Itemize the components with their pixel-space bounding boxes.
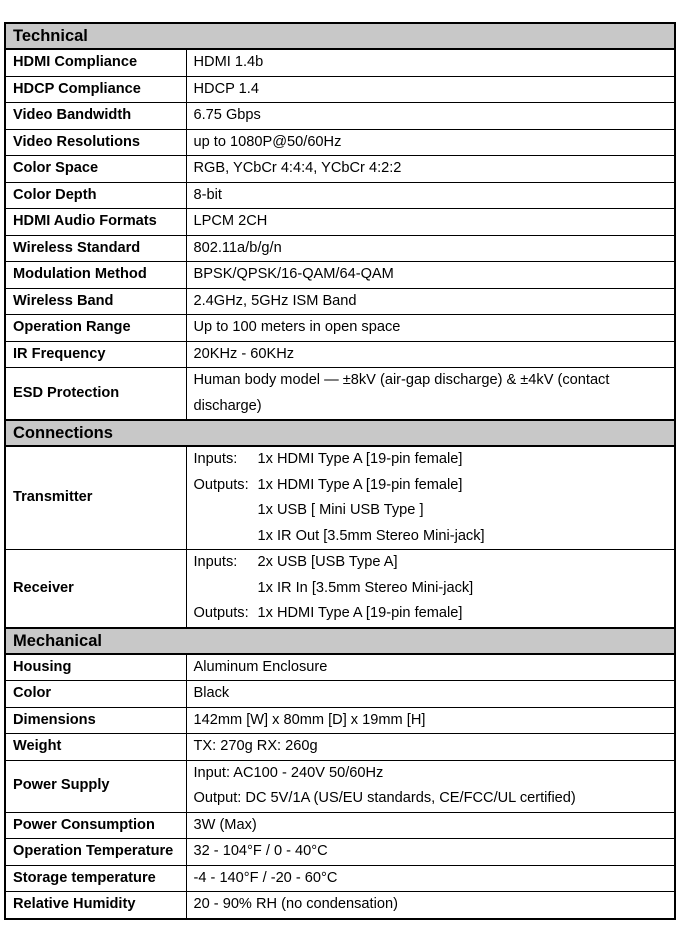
spec-row	[5, 129, 675, 156]
section-header	[5, 628, 675, 654]
spec-label: Wireless Band	[5, 288, 186, 315]
spec-line-text: 2x USB [USB Type A]	[257, 554, 398, 570]
spec-label: ESD Protection	[5, 368, 186, 421]
spec-line-text: 1x IR Out [3.5mm Stereo Mini-jack]	[257, 527, 485, 544]
spec-value: Black	[186, 681, 675, 708]
spec-value: up to 1080P@50/60Hz	[186, 129, 675, 156]
spec-row	[5, 550, 675, 628]
spec-label: HDCP Compliance	[5, 76, 186, 103]
spec-line-text: Output: DC 5V/1A (US/EU standards, CE/FCC/UL certified)	[193, 790, 576, 806]
section-title: Technical	[5, 23, 675, 49]
spec-row	[5, 839, 675, 866]
spec-row	[5, 446, 675, 550]
spec-line-lead: Inputs:	[193, 554, 238, 570]
spec-row	[5, 734, 675, 761]
spec-line-lead: Outputs:	[193, 476, 249, 493]
spec-label: Modulation Method	[5, 262, 186, 289]
spec-label: Video Bandwidth	[5, 103, 186, 130]
spec-value: TX: 270g RX: 260g	[186, 734, 675, 761]
spec-value: BPSK/QPSK/16-QAM/64-QAM	[186, 262, 675, 289]
spec-row	[5, 654, 675, 681]
spec-row	[5, 812, 675, 839]
spec-value: LPCM 2CH	[186, 209, 675, 236]
spec-value: Up to 100 meters in open space	[186, 315, 675, 342]
spec-value: Human body model — ±8kV (air-gap discharge) & ±4kV (contact discharge)	[186, 368, 675, 421]
spec-row	[5, 681, 675, 708]
spec-table	[4, 22, 676, 920]
spec-label: HDMI Compliance	[5, 49, 186, 76]
spec-line-text: 1x HDMI Type A [19-pin female]	[257, 476, 463, 493]
spec-value	[186, 446, 675, 550]
spec-value: 32 - 104°F / 0 - 40°C	[186, 839, 675, 866]
spec-line-text: Input: AC100 - 240V 50/60Hz	[193, 764, 384, 781]
spec-value-line	[194, 786, 668, 812]
spec-row	[5, 156, 675, 183]
spec-row	[5, 707, 675, 734]
spec-value-line	[194, 761, 668, 787]
spec-line-text: 1x USB [ Mini USB Type ]	[257, 502, 424, 518]
spec-row	[5, 892, 675, 919]
spec-value	[186, 760, 675, 812]
spec-label: Color	[5, 681, 186, 708]
spec-row	[5, 760, 675, 812]
spec-row	[5, 182, 675, 209]
spec-value: HDCP 1.4	[186, 76, 675, 103]
spec-value-line	[194, 601, 668, 627]
spec-line-text: 1x HDMI Type A [19-pin female]	[257, 605, 463, 621]
spec-label: Storage temperature	[5, 865, 186, 892]
spec-label: Relative Humidity	[5, 892, 186, 919]
spec-row	[5, 209, 675, 236]
spec-label: Receiver	[5, 550, 186, 628]
spec-row	[5, 49, 675, 76]
spec-label: Power Consumption	[5, 812, 186, 839]
spec-row	[5, 341, 675, 368]
section-title: Mechanical	[5, 628, 675, 654]
spec-row	[5, 288, 675, 315]
spec-value	[186, 550, 675, 628]
spec-row	[5, 235, 675, 262]
spec-value: 142mm [W] x 80mm [D] x 19mm [H]	[186, 707, 675, 734]
spec-value-line	[194, 550, 668, 576]
spec-label: Video Resolutions	[5, 129, 186, 156]
spec-value-line	[194, 576, 668, 602]
spec-value-line	[194, 498, 668, 524]
spec-value: 8-bit	[186, 182, 675, 209]
spec-value: 3W (Max)	[186, 812, 675, 839]
section-header	[5, 23, 675, 49]
spec-label: Weight	[5, 734, 186, 761]
spec-row	[5, 76, 675, 103]
spec-label: Dimensions	[5, 707, 186, 734]
spec-label: Operation Temperature	[5, 839, 186, 866]
spec-value: -4 - 140°F / -20 - 60°C	[186, 865, 675, 892]
spec-label: Color Space	[5, 156, 186, 183]
spec-value: 20KHz - 60KHz	[186, 341, 675, 368]
spec-line-lead: Outputs:	[193, 605, 249, 621]
section-title: Connections	[5, 420, 675, 446]
spec-label: HDMI Audio Formats	[5, 209, 186, 236]
spec-table-body	[5, 23, 675, 919]
spec-value-line	[194, 447, 668, 473]
spec-label: Color Depth	[5, 182, 186, 209]
spec-label: Operation Range	[5, 315, 186, 342]
spec-value: HDMI 1.4b	[186, 49, 675, 76]
spec-value-line	[194, 524, 668, 550]
spec-label: Power Supply	[5, 760, 186, 812]
spec-row	[5, 103, 675, 130]
spec-label: Wireless Standard	[5, 235, 186, 262]
spec-value: 802.11a/b/g/n	[186, 235, 675, 262]
spec-label: Housing	[5, 654, 186, 681]
spec-line-text: 1x HDMI Type A [19-pin female]	[257, 451, 463, 467]
spec-value: 20 - 90% RH (no condensation)	[186, 892, 675, 919]
spec-row	[5, 315, 675, 342]
spec-value: RGB, YCbCr 4:4:4, YCbCr 4:2:2	[186, 156, 675, 183]
spec-row	[5, 865, 675, 892]
spec-value: Aluminum Enclosure	[186, 654, 675, 681]
spec-row	[5, 368, 675, 421]
section-header	[5, 420, 675, 446]
spec-row	[5, 262, 675, 289]
spec-value-line	[194, 473, 668, 499]
spec-label: Transmitter	[5, 446, 186, 550]
spec-line-text: 1x IR In [3.5mm Stereo Mini-jack]	[257, 579, 474, 596]
spec-value: 2.4GHz, 5GHz ISM Band	[186, 288, 675, 315]
spec-value: 6.75 Gbps	[186, 103, 675, 130]
spec-label: IR Frequency	[5, 341, 186, 368]
spec-line-lead: Inputs:	[193, 451, 238, 467]
